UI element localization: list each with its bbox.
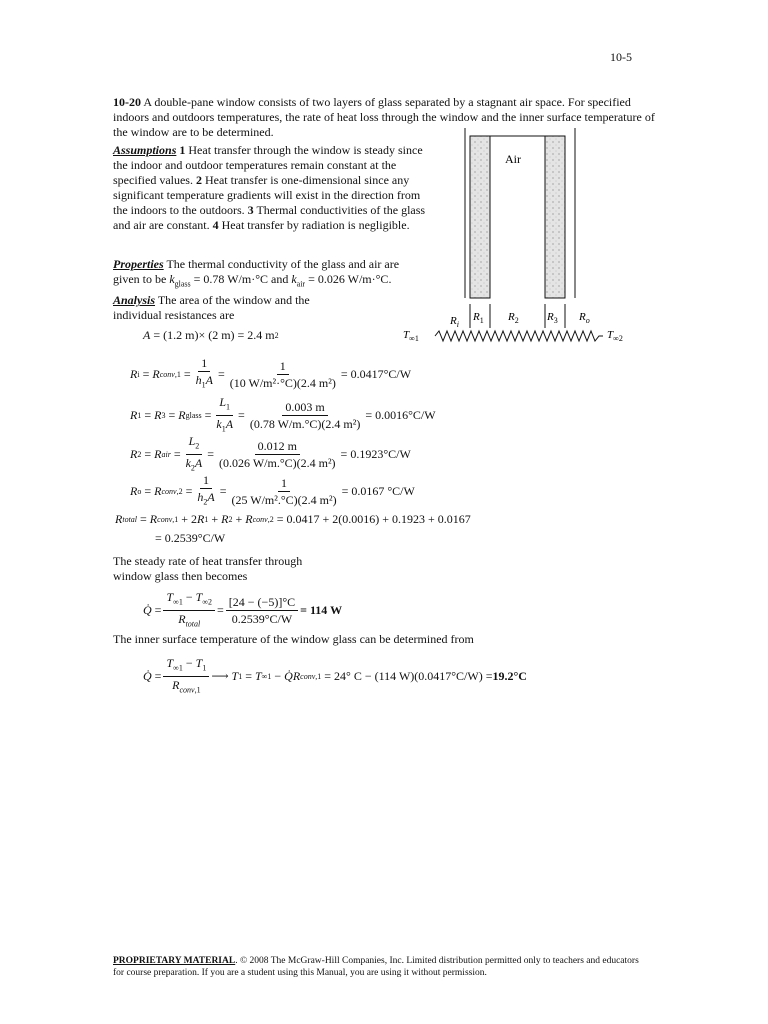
r1-denominator: (0.78 W/m.°C)(2.4 m²): [249, 417, 361, 432]
rtotal-result: = 0.2539°C/W: [155, 531, 226, 545]
k-air-value: = 0.026 W/m·°C.: [305, 272, 392, 286]
window-figure: [395, 128, 645, 348]
rtotal-equation: R total = R conv,1 + 2 R 1 + R 2 + R conv,2 = 0.0417 + 2(0.0016) + 0.1923 + 0.0167: [115, 512, 471, 526]
label-tinf2: $T_{\infty 2}$: [607, 329, 623, 343]
t1-rhs: = 24° C − (114 W)(0.0417°C/W) =: [324, 669, 493, 684]
r2-numerator: 0.012 m: [255, 439, 300, 455]
footer-bold: PROPRIETARY MATERIAL: [113, 956, 236, 966]
ro-denominator: (25 W/m².°C)(2.4 m²): [231, 492, 337, 507]
ro-equation: R o = R conv,2 = $\frac{1}{h_2A}$ = $\frac{1}{\text{(25 W/m².°C)(2.4 m²)}}$ = 0.0167 °C/W: [130, 473, 415, 507]
footer: [113, 955, 643, 979]
label-r3: $R_3$: [547, 311, 558, 325]
r1-result: = 0.0016°C/W: [365, 408, 436, 423]
problem-text: A double-pane window consists of two layers of glass separated by a stagnant air space. For specified indoors and outdoors temperatures, the rate of heat loss through the window and the inner surface temperature of the window are to be determined.: [113, 95, 655, 139]
assumption-text: Heat transfer by radiation is negligible.: [221, 218, 410, 232]
label-r1: $R_1$: [473, 311, 484, 325]
assumption-text: Heat transfer is one-dimensional since any significant temperature gradients will exist in the direction from the indoors to the outdoors.: [113, 173, 421, 217]
r2-result: = 0.1923°C/W: [340, 447, 411, 462]
properties-text: The thermal conductivity of the glass and air are given to be: [113, 257, 400, 286]
problem-number: 10-20: [113, 95, 141, 109]
rtotal-values: = 0.0417 + 2(0.0016) + 0.1923 + 0.0167: [276, 512, 471, 526]
t1-equation: Q̇ = $\frac{T_{\infty 1} - T_1}{R_{conv,1}}$ ⟶ T 1 = T ∞1 − Q̇R conv,1 = 24° C − (114 W)(0.0417°C/W) = 19.2°C: [143, 656, 527, 695]
r1-equation: R 1 = R 3 = R glass = $\frac{L_1}{k_1A}$ = $\frac{0.003 m}{\text{(0.78 W/m.°C)(2.4 m²)}}$ = 0.0016°C/W: [130, 395, 436, 434]
label-ri: $R_i$: [450, 315, 459, 329]
assumptions-paragraph: [113, 143, 428, 233]
k-symbol: k: [291, 272, 297, 286]
k-air-subscript: air: [296, 279, 306, 289]
assumption-text: Thermal conductivities of the glass and air are constant.: [113, 203, 426, 232]
assumption-number: 1: [179, 143, 186, 157]
ri-numerator: 1: [277, 359, 289, 375]
r1-numerator: 0.003 m: [282, 400, 327, 416]
assumption-number: 3: [247, 203, 254, 217]
analysis-text: The area of the window and the individual resistances are: [113, 293, 310, 322]
q-equation: Q̇ = $\frac{T_{\infty 1} - T_{\infty 2}}{R_{total}}$ = $\frac{[24 - (-5)]^\circ C}{0.2539^\circ C/W}$ = 114 W: [143, 590, 343, 629]
analysis-paragraph: [113, 293, 343, 323]
k-glass-subscript: glass: [174, 279, 191, 289]
glass-pane-left: [470, 136, 490, 298]
q-denominator: 0.2539°C/W: [231, 612, 293, 627]
k-symbol: k: [169, 272, 175, 286]
glass-pane-right: [545, 136, 565, 298]
area-equation: A = (1.2 m)× (2 m) = 2.4 m 2: [143, 328, 279, 342]
air-label: Air: [505, 152, 521, 166]
ro-result: = 0.0167 °C/W: [341, 483, 415, 498]
label-tinf1: $T_{\infty 1}$: [403, 329, 419, 343]
properties-heading: Properties: [113, 257, 164, 271]
t1-result: 19.2°C: [492, 669, 527, 684]
ri-result: = 0.0417°C/W: [340, 366, 412, 381]
steady-text: The steady rate of heat transfer through window glass then becomes: [113, 554, 303, 583]
assumption-number: 4: [212, 218, 219, 232]
ri-equation: R i = R conv,1 = $\frac{1}{h_1A}$ = $\frac{1}{\text{(10 W/m²·°C)(2.4 m²)}}$ = 0.0417°C/W: [130, 356, 412, 390]
assumptions-heading: Assumptions: [113, 143, 177, 157]
k-glass-value: = 0.78 W/m·°C and: [190, 272, 292, 286]
q-result: = 114 W: [300, 603, 343, 618]
r2-equation: R 2 = R air = $\frac{L_2}{k_2A}$ = $\frac{0.012 m}{\text{(0.026 W/m.°C)(2.4 m²)}}$ = 0.1923°C/W: [130, 434, 411, 473]
footer-text: . © 2008 The McGraw-Hill Companies, Inc. Limited distribution permitted only to teachers and educators for course preparation. If you are a student using this Manual, you are using it without permission.: [113, 956, 639, 978]
label-r2: $R_2$: [508, 311, 519, 325]
properties-paragraph: [113, 257, 428, 291]
r2-denominator: (0.026 W/m.°C)(2.4 m²): [219, 456, 336, 471]
page-number: 10-5: [610, 50, 632, 64]
q-numerator: [24 − (−5)]°C: [226, 595, 298, 611]
ri-denominator: (10 W/m²·°C)(2.4 m²): [229, 375, 336, 390]
inner-surface-text: The inner surface temperature of the window glass can be determined from: [113, 632, 474, 646]
analysis-heading: Analysis: [113, 293, 156, 307]
ro-numerator: 1: [278, 476, 290, 492]
area-equation-text: = (1.2 m)× (2 m) = 2.4 m: [153, 328, 275, 342]
resistor-network: [435, 331, 603, 341]
assumption-number: 2: [195, 173, 202, 187]
label-ro: $R_o$: [579, 311, 590, 325]
assumption-text: Heat transfer through the window is steady since the indoor and outdoor temperatures remain constant at the specified values.: [113, 143, 423, 187]
